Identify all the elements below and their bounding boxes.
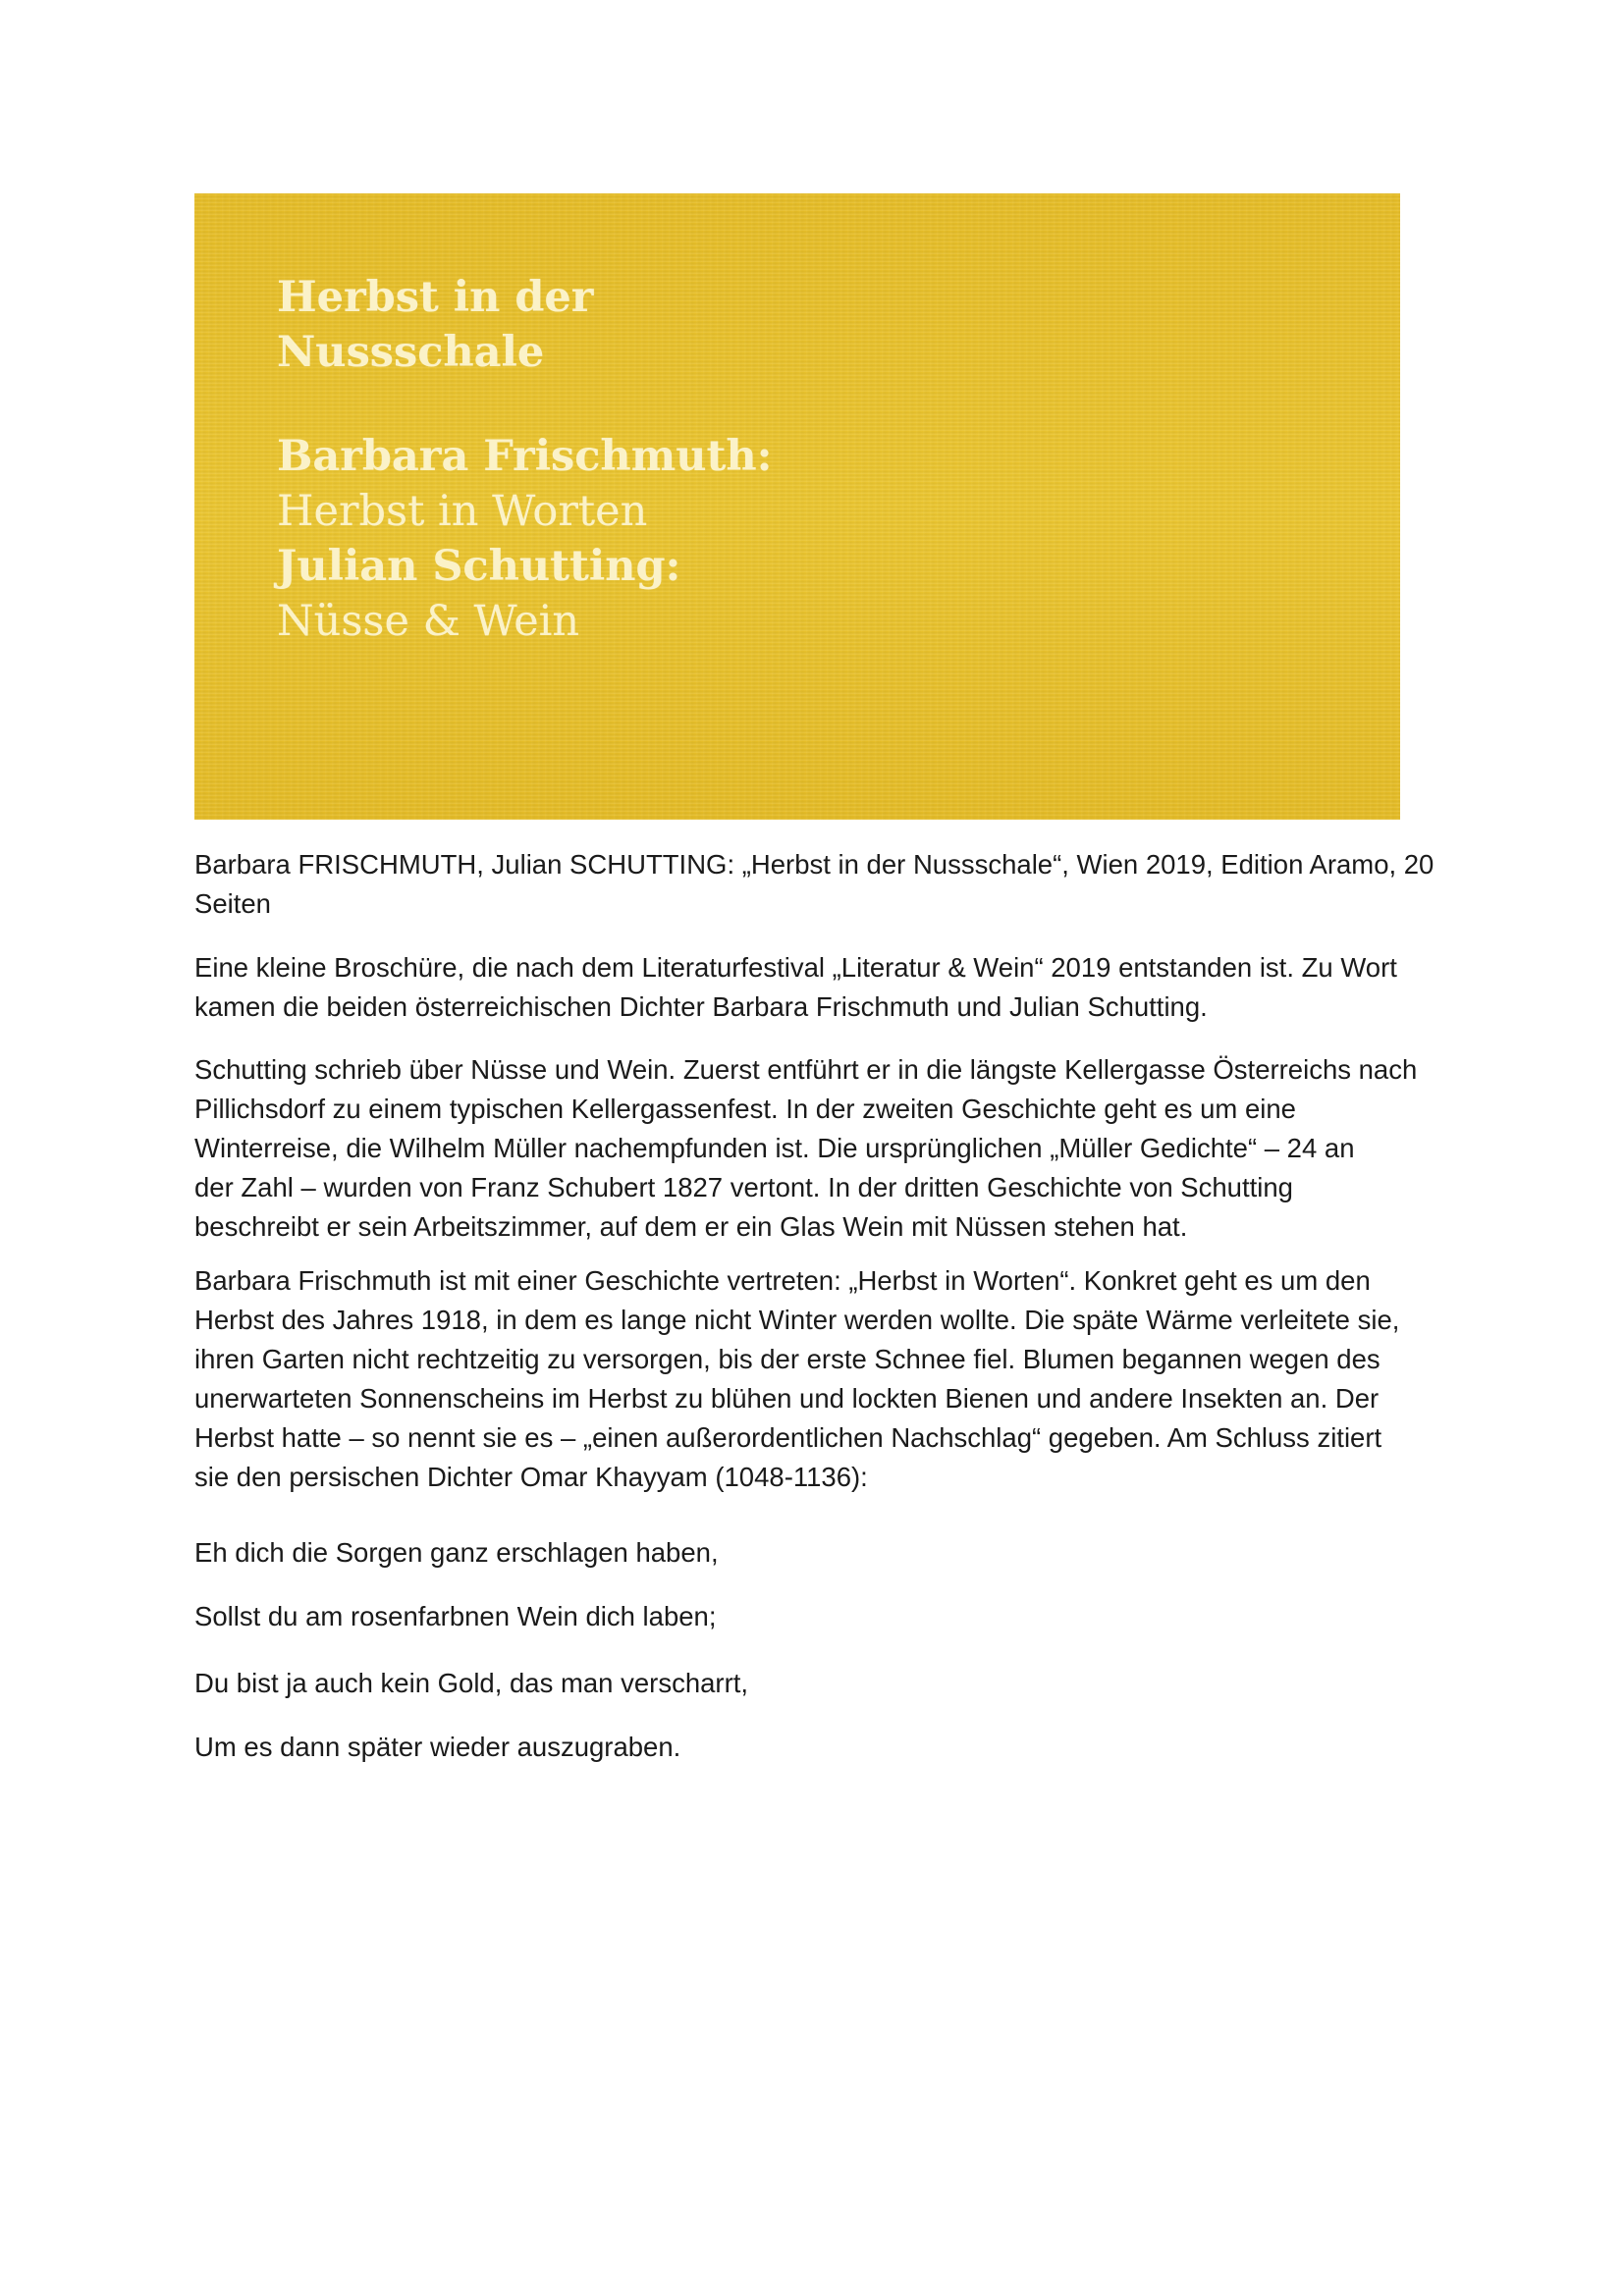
book-cover-image: [194, 193, 1400, 820]
paragraph-line: unerwarteten Sonnenscheins im Herbst zu blühen und lockten Bienen und andere Insekten an. Der: [194, 1383, 1380, 1414]
paragraph-line: sie den persischen Dichter Omar Khayyam (1048-1136):: [194, 1462, 868, 1492]
cover-spacer: [277, 380, 772, 429]
paragraph-line: Herbst hatte – so nennt sie es – „einen außerordentlichen Nachschlag“ gegeben. Am Schluss zitiert: [194, 1422, 1382, 1453]
poem-line-2: [194, 1597, 1434, 1636]
paragraph-line: ihren Garten nicht rechtzeitig zu versorgen, bis der erste Schnee fiel. Blumen begannen wegen des: [194, 1344, 1380, 1374]
paragraph-line: kamen die beiden österreichischen Dichter Barbara Frischmuth und Julian Schutting.: [194, 991, 1208, 1022]
poem-line: Du bist ja auch kein Gold, das man verscharrt,: [194, 1668, 749, 1698]
poem-line-1: [194, 1533, 1434, 1573]
paragraph-line: beschreibt er sein Arbeitszimmer, auf dem er ein Glas Wein mit Nüssen stehen hat.: [194, 1211, 1188, 1242]
paragraph-line: Barbara FRISCHMUTH, Julian SCHUTTING: „Herbst in der Nussschale“, Wien 2019, Edition Aramo, 20: [194, 849, 1435, 880]
schutting-paragraph: [194, 1050, 1434, 1247]
poem-line-3: [194, 1664, 1434, 1703]
cover-author-2: Julian Schutting:: [277, 542, 681, 591]
paragraph-line: Winterreise, die Wilhelm Müller nachempfunden ist. Die ursprünglichen „Müller Gedichte“ – 24 an: [194, 1133, 1355, 1163]
paragraph-line: Seiten: [194, 888, 271, 919]
paragraph-line: Herbst des Jahres 1918, in dem es lange nicht Winter werden wollte. Die späte Wärme verleitete sie,: [194, 1305, 1400, 1335]
cover-title-line-2: Nussschale: [277, 328, 545, 377]
poem-line: Sollst du am rosenfarbnen Wein dich laben;: [194, 1601, 717, 1631]
cover-work-1: Herbst in Worten: [277, 487, 648, 536]
cover-author-1: Barbara Frischmuth:: [277, 432, 773, 481]
paragraph-line: Barbara Frischmuth ist mit einer Geschichte vertreten: „Herbst in Worten“. Konkret geht es um den: [194, 1265, 1371, 1296]
paragraph-line: der Zahl – wurden von Franz Schubert 1827 vertont. In der dritten Geschichte von Schutting: [194, 1172, 1293, 1202]
cover-title-line-1: Herbst in der: [277, 273, 594, 322]
paragraph-line: Schutting schrieb über Nüsse und Wein. Zuerst entführt er in die längste Kellergasse Österreichs nach: [194, 1054, 1418, 1085]
intro-paragraph: [194, 948, 1434, 1027]
cover-work-2: Nüsse & Wein: [277, 597, 580, 646]
poem-line: Eh dich die Sorgen ganz erschlagen haben,: [194, 1537, 719, 1568]
poem-line: Um es dann später wieder auszugraben.: [194, 1732, 681, 1762]
book-cover-text: [277, 270, 772, 649]
paragraph-line: Eine kleine Broschüre, die nach dem Literaturfestival „Literatur & Wein“ 2019 entstanden ist. Zu Wort: [194, 952, 1397, 983]
citation-paragraph: [194, 845, 1434, 924]
poem-line-4: [194, 1728, 1434, 1767]
frischmuth-paragraph: [194, 1261, 1434, 1497]
paragraph-line: Pillichsdorf zu einem typischen Kellergassenfest. In der zweiten Geschichte geht es um eine: [194, 1094, 1296, 1124]
